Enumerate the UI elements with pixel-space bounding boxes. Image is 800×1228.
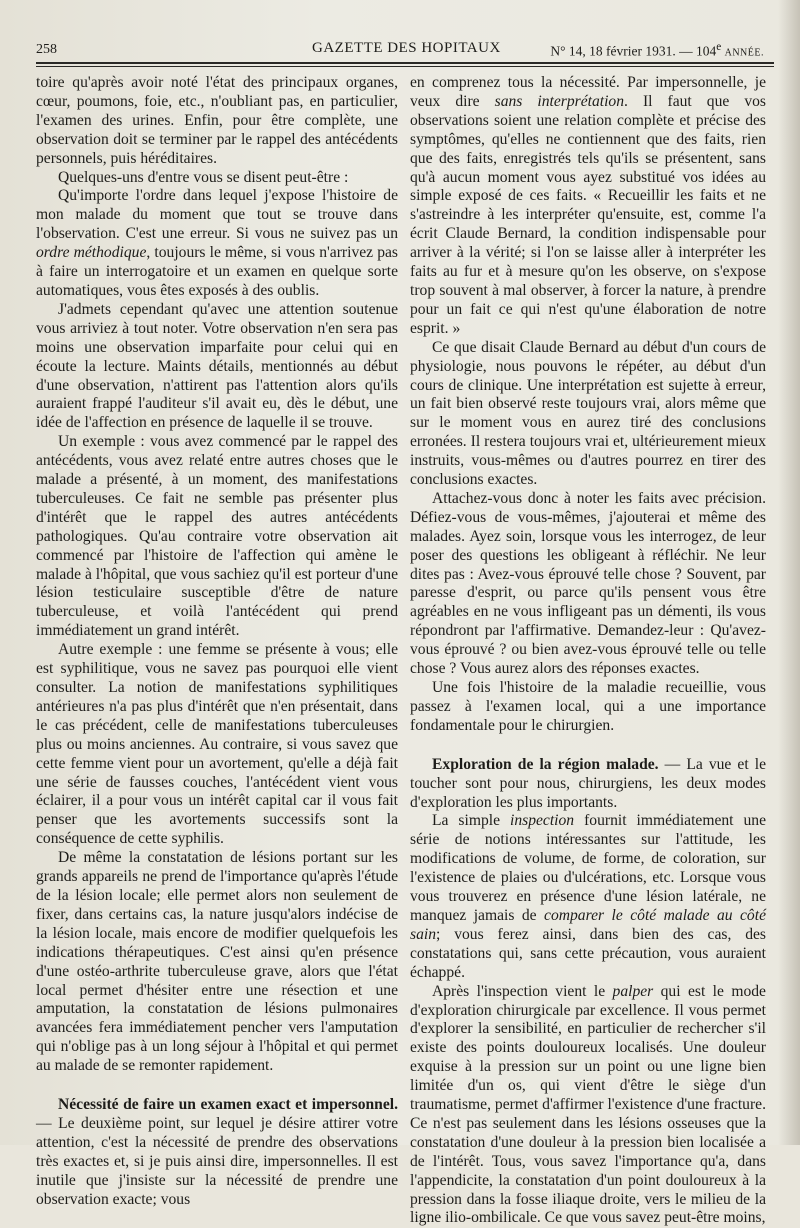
left-column bbox=[36, 74, 398, 1208]
text-run: , toujours le même, si vous n'arrivez pas à faire un interrogatoire et un examen en quelque sorte automatiques, vous êtes exposés à des oublis. bbox=[36, 244, 398, 299]
emphasis: ordre méthodique bbox=[36, 244, 147, 262]
text-run: Après l'inspection vient le bbox=[432, 982, 613, 1000]
page-header bbox=[36, 38, 764, 64]
emphasis: comparer le côté malade au côté sain bbox=[410, 906, 766, 943]
issue-date: N° 14, 18 février 1931. — 104 bbox=[550, 43, 717, 59]
paragraph: Un exemple : vous avez commencé par le rappel des antécédents, vous avez relaté entre autres choses que le malade a présenté, à un moment, des manifestations tuberculeuses. Ce fait ne semble pas présenter plus d'intérêt que le rappel des autres antécédents pathologiques. Qu'au contraire votre observation ait commencé par l'histoire de l'affection qui amène le malade à l'hôpital, que vous sachiez qu'il est porteur d'une lésion testiculaire susceptible d'être de nature tuberculeuse, et voilà l'antécédent qui prend immédiatement un grand intérêt. bbox=[36, 433, 398, 640]
paragraph: Une fois l'histoire de la maladie recueillie, vous passez à l'examen local, qui a une importance fondamentale pour le chirurgien. bbox=[410, 679, 766, 734]
paragraph bbox=[410, 756, 766, 813]
section-title: Exploration de la région malade. bbox=[432, 755, 659, 773]
paragraph: toire qu'après avoir noté l'état des principaux organes, cœur, poumons, foie, etc., n'oubliant pas, en particulier, l'examen des urines. Enfin, pour être complète, une observation doit se terminer par le rappel des antécédents personnels, puis héréditaires. bbox=[36, 74, 398, 167]
text-run: — La vue et le toucher sont pour nous, chirurgiens, les deux modes d'exploration les plus importants. bbox=[410, 755, 766, 811]
section-gap bbox=[36, 1076, 398, 1096]
text-run: ; vous ferez ainsi, dans bien des cas, des constatations qui, sans cette précaution, vous auraient échappé. bbox=[410, 925, 766, 981]
text-run: Qu'importe l'ordre dans lequel j'expose l'histoire de mon malade du moment que tout se trouve dans l'observation. C'est une erreur. Si vous ne suivez pas un bbox=[36, 187, 398, 243]
text-run: . Il faut que vos observations soient une relation complète et précise des symptômes, qu'elles ne contiennent que des faits, rien que des faits, enregistrés tels qu'ils se présentent, sans qu'à aucun moment vous ayez substitué vos idées au simple exposé de ces faits. « Recueillir les faits et ne s'astreindre à les interpréter qu'ensuite, est, comme l'a écrit Claude Bernard, la condition indispensable pour arriver à la vérité; si l'on se laisse aller à interpréter les faits au fur et à mesure qu'on les observe, on s'expose trop souvent à mal observer, à forcer la nature, à prendre pour un fait ce qui n'est qu'une élaboration de notre esprit. » bbox=[410, 92, 766, 337]
issue-year-label: ANNÉE. bbox=[724, 47, 764, 59]
emphasis: palper bbox=[612, 982, 654, 1000]
emphasis: sans interprétation bbox=[494, 92, 625, 110]
page-edge-shadow bbox=[778, 0, 800, 1145]
paragraph: Attachez-vous donc à noter les faits avec précision. Défiez-vous de vous-mêmes, j'ajouterai et même des malades. Ayez soin, lorsque vous les interrogez, de leur poser des questions les obligeant à réfléchir. Ne leur dites pas : Avez-vous éprouvé telle chose ? Souvent, par paresse d'esprit, ou parce qu'ils pensent vous être agréables en ne vous infligeant pas un démenti, ils vous répondront par l'affirmative. Demandez-leur : Qu'avez-vous éprouvé ? ou bien avez-vous éprouvé telle ou telle chose ? Vous aurez alors des réponses exactes. bbox=[410, 489, 766, 678]
journal-title: GAZETTE DES HOPITAUX bbox=[312, 40, 501, 56]
paragraph bbox=[410, 983, 766, 1228]
text-run: fournit immédiatement une série de notions intéressantes sur l'attitude, les modifications de volume, de forme, de coloration, sur l'existence de plaies ou d'ulcérations, etc. Lorsque vous vous trouverez en présence d'une lésion latérale, ne manquez jamais de bbox=[410, 812, 767, 924]
header-rule-thin bbox=[36, 66, 774, 67]
text-run: La simple bbox=[432, 812, 510, 830]
text-run: qui est le mode d'exploration chirurgicale par excellence. Il vous permet d'explorer la sensibilité, en particulier de rechercher s'il existe des points douloureux localisés. Une douleur exquise à la pression sur un point ou une ligne bien limitée d'un os, qui vient d'être le siège d'un traumatisme, permet d'affirmer l'existence d'une fracture. Ce n'est pas seulement dans les lésions osseuses que la constatation d'une douleur à la pression bien localisée a de l'intérêt. Tous, vous savez l'importance qu'a, dans l'appendicite, la constatation d'un point douloureux à la pression dans la fosse iliaque droite, vers le milieu de la ligne ilio-ombilicale. Ce que vous savez peut-être moins, bbox=[410, 982, 766, 1227]
issue-suffix: e bbox=[716, 41, 722, 53]
paragraph: Quelques-uns d'entre vous se disent peut-être : bbox=[58, 168, 349, 186]
text-run: en comprenez tous la nécessité. Par impersonnelle, je veux dire bbox=[410, 74, 766, 110]
paragraph bbox=[410, 74, 766, 339]
paragraph bbox=[36, 1096, 398, 1209]
right-column bbox=[410, 74, 767, 1227]
paragraph bbox=[410, 812, 766, 982]
paragraph bbox=[36, 187, 398, 300]
paragraph: J'admets cependant qu'avec une attention soutenue vous arriviez à tout noter. Votre observation n'en sera pas moins une observation imparfaite pour celui qui en écoute la lecture. Maints détails, mentionnés au début d'une observation, n'attirent pas l'attention alors qu'ils auraient frappé l'auditeur s'il avait eu, dès le début, une idée de l'affection en présence de laquelle il se trouve. bbox=[36, 300, 398, 432]
header-rule-thick bbox=[36, 62, 774, 64]
text-run: — Le deuxième point, sur lequel je désire attirer votre attention, c'est la nécessité de prendre des observations très exactes et, si je puis ainsi dire, impersonnelles. Il est inutile que j'insiste sur la nécessité de prendre une observation exacte; vous bbox=[36, 1114, 398, 1208]
section-gap bbox=[410, 736, 766, 756]
issue-info bbox=[550, 41, 764, 60]
emphasis: inspection bbox=[510, 812, 575, 830]
paragraph: Autre exemple : une femme se présente à vous; elle est syphilitique, vous ne savez pas pourquoi elle vient consulter. La notion de manifestations syphilitiques antérieures n'a pas plus d'intérêt que n'en présentait, dans le cas précédent, celle de manifestations tuberculeuses plus ou moins anciennes. Au contraire, si vous savez que cette femme vient pour un avortement, qu'elle a déjà fait une série de fausses couches, l'antécédent vient vous éclairer, il a pour vous un intérêt capital car il vous fait penser que les avortements successifs sont la conséquence de cette syphilis. bbox=[36, 641, 398, 848]
paragraph: Ce que disait Claude Bernard au début d'un cours de physiologie, nous pouvons le répéter, au début d'un cours de clinique. Une interprétation est sujette à erreur, un fait bien observé reste toujours vrai, alors même que sur le moment vous en aurez tiré des conclusions erronées. Il restera toujours vrai et, ultérieurement mieux instruits, vous-mêmes ou d'autres pourrez en tirer des conclusions exactes. bbox=[410, 338, 766, 489]
page-number: 258 bbox=[36, 42, 57, 57]
section-title: Nécessité de faire un examen exact et impersonnel. bbox=[58, 1096, 398, 1114]
paragraph: De même la constatation de lésions portant sur les grands appareils ne prend de l'importance qu'après l'étude de la lésion locale; elle permet alors non seulement de fixer, dans certains cas, la nature jusqu'alors indécise de la lésion locale, mais encore de modifier quelquefois les indications thérapeutiques. C'est ainsi qu'en présence d'une ostéo-arthrite tuberculeuse grave, alors que l'état local permet d'hésiter entre une résection et une amputation, la constatation de lésions pulmonaires avancées fera immédiatement pencher vers l'amputation qui n'oblige pas à un long séjour à l'hôpital et qui permet au malade de se remonter rapidement. bbox=[36, 849, 398, 1075]
